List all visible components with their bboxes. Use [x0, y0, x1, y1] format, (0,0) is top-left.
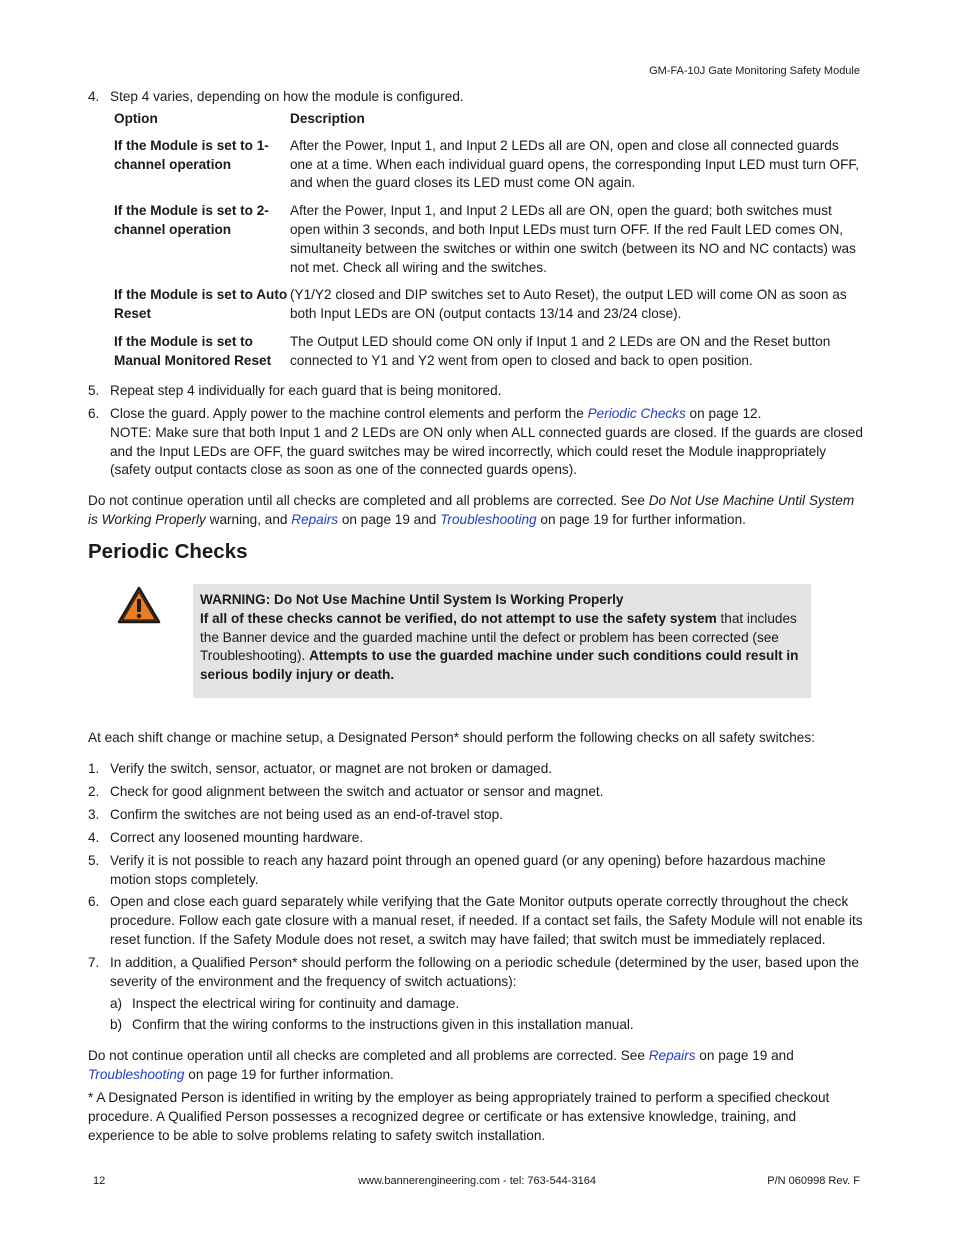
option-cell: If the Module is set to Manual Monitored Reset: [114, 333, 272, 368]
warning-reference-paragraph: [88, 492, 864, 530]
further-info-paragraph: [88, 1047, 864, 1085]
para-text: Do not continue operation until all checks are completed and all problems are corrected. See: [88, 1048, 649, 1063]
check-text: Check for good alignment between the switch and actuator or sensor and magnet.: [110, 784, 604, 799]
option-cell: If the Module is set to Auto Reset: [114, 287, 288, 322]
check-text: Confirm the switches are not being used as an end-of-travel stop.: [110, 807, 503, 822]
part-number: P/N 060998 Rev. F: [767, 1175, 860, 1187]
check-text: Verify the switch, sensor, actuator, or magnet are not broken or damaged.: [110, 761, 553, 776]
option-cell: If the Module is set to 2-channel operation: [114, 203, 269, 237]
repairs-link[interactable]: Repairs: [291, 511, 339, 527]
warning-normal: that includes the Banner device and the guarded machine until the defect or problem has been corrected (see Troubleshooting).: [200, 610, 797, 664]
table-row: [114, 137, 864, 202]
periodic-checks-link[interactable]: Periodic Checks: [587, 406, 686, 421]
description-cell: The Output LED should come ON only if Input 1 and 2 LEDs are ON and the Reset button connected to Y1 and Y2 went from open to closed and back to open position.: [290, 333, 831, 368]
subcheck-number: b): [110, 1017, 123, 1032]
table-row: [114, 202, 864, 286]
checks-intro: At each shift change or machine setup, a Designated Person* should perform the following checks on all safety switches:: [88, 730, 815, 745]
description-cell: (Y1/Y2 closed and DIP switches set to Auto Reset), the output LED will come ON as soon as both Input LEDs are ON (output contacts 13/14 and 23/24 close).: [290, 287, 847, 322]
description-cell: After the Power, Input 1, and Input 2 LEDs all are ON, open the guard; both switches must open within 3 seconds, and both Input LEDs must turn OFF. If the red Fault LED comes ON, simultaneity between the switches or within one switch (between its NO and NC contacts) was not met. Check all wiring and the switches.: [290, 203, 856, 275]
step-number: 5.: [88, 383, 100, 398]
check-text: Open and close each guard separately while verifying that the Gate Monitor outputs operate correctly throughout the check procedure. Follow each gate closure with a manual reset, if needed. If a contact set fails, the Safety Module will not enable its reset function. If the Safety Module does not reset, a switch may have failed; that switch must be immediately replaced.: [110, 894, 863, 947]
warning-text: [200, 591, 805, 685]
para-text: warning, and: [205, 511, 292, 527]
para-text: on page 19 for further information.: [536, 511, 746, 527]
check-text: Correct any loosened mounting hardware.: [110, 830, 364, 845]
check-number: 7.: [88, 955, 100, 970]
check-number: 3.: [88, 807, 100, 822]
check-number: 1.: [88, 761, 100, 776]
footer-contact: www.bannerengineering.com - tel: 763-544-3164: [358, 1175, 596, 1187]
repairs-link[interactable]: Repairs: [648, 1048, 696, 1063]
description-cell: After the Power, Input 1, and Input 2 LEDs all are ON, open and close all connected guards one at a time. When each individual guard opens, the corresponding Input LED must turn OFF, and when the guard closes its LED must come ON again.: [290, 137, 859, 191]
warning-bold: Attempts to use the guarded machine under such conditions could result in serious bodily injury or death.: [200, 648, 799, 683]
step-text: [110, 405, 864, 480]
para-text: on page 19 and: [338, 511, 441, 527]
table-header-row: [114, 110, 864, 137]
check-number: 6.: [88, 894, 100, 909]
warning-bold: If all of these checks cannot be verified, do not attempt to use the safety system: [200, 610, 717, 626]
para-text: on page 19 and: [695, 1048, 794, 1063]
option-table: [114, 110, 864, 380]
step-note: NOTE: Make sure that both Input 1 and 2 LEDs are ON only when ALL connected guards are closed. If the guards are closed and the Input LEDs are OFF, the guard switches may be wired incorrectly, which could reset the Module inappropriately (safety output contacts close as soon as one of the connected guards opens).: [110, 424, 863, 478]
column-header-option: Option: [114, 111, 158, 126]
check-text: Verify it is not possible to reach any hazard point through an opened guard (or any opening) before hazardous machine motion stops completely.: [110, 853, 826, 887]
subcheck-number: a): [110, 996, 123, 1011]
section-title: Periodic Checks: [88, 540, 248, 563]
check-number: 4.: [88, 830, 100, 845]
check-number: 2.: [88, 784, 100, 799]
warning-heading: WARNING: Do Not Use Machine Until System Is Working Properly: [200, 592, 624, 607]
check-number: 5.: [88, 853, 100, 868]
page-number: 12: [93, 1175, 106, 1187]
step-text-part: Close the guard. Apply power to the machine control elements and perform the: [110, 406, 588, 421]
subcheck-text: Inspect the electrical wiring for continuity and damage.: [132, 996, 460, 1011]
step-number: 6.: [88, 406, 100, 421]
option-cell: If the Module is set to 1-channel operation: [114, 137, 269, 172]
table-row: [114, 333, 864, 380]
warning-triangle-icon: [117, 586, 161, 624]
subcheck-text: Confirm that the wiring conforms to the instructions given in this installation manual.: [132, 1017, 634, 1032]
warning-body: [200, 610, 805, 685]
footnote: * A Designated Person is identified in writing by the employer as being appropriately trained to perform a specified checkout procedure. A Qualified Person possesses a recognized degree or certificate or has extensive knowledge, training, and experience to be able to solve problems relating to safety switch installation.: [88, 1090, 830, 1143]
para-italic: Do Not Use Machine Until System is Working Properly: [88, 493, 855, 527]
troubleshooting-link[interactable]: Troubleshooting: [440, 511, 537, 527]
step-text-part: on page 12.: [685, 406, 762, 421]
para-text: Do not continue operation until all checks are completed and all problems are corrected. See: [88, 493, 649, 508]
running-header: GM-FA-10J Gate Monitoring Safety Module: [649, 65, 860, 77]
para-text: on page 19 for further information.: [184, 1066, 394, 1082]
check-text: In addition, a Qualified Person* should perform the following on a periodic schedule (determined by the user, based upon the severity of the environment and the frequency of switch actuations):: [110, 955, 859, 989]
table-row: [114, 286, 864, 333]
column-header-description: Description: [290, 111, 365, 126]
step-text: Step 4 varies, depending on how the module is configured.: [110, 89, 464, 104]
troubleshooting-link[interactable]: Troubleshooting: [88, 1066, 185, 1082]
step-number: 4.: [88, 89, 100, 104]
step-text: Repeat step 4 individually for each guard that is being monitored.: [110, 383, 502, 398]
